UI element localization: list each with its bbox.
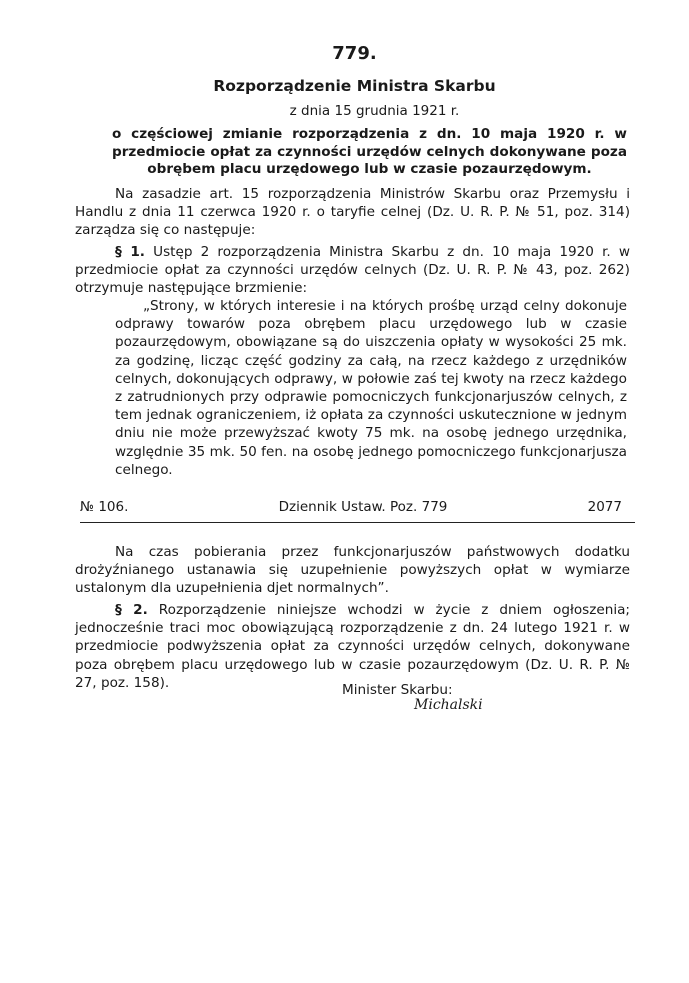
page-footer xyxy=(80,499,622,515)
journal-page-number: 2077 xyxy=(587,499,622,515)
intro-paragraph: Na zasadzie art. 15 rozporządzenia Ministrów Skarbu oraz Przemysłu i Handlu z dnia 11 czerwca 1920 r. o taryfie celnej (Dz. U. R. P. № 51, poz. 314) zarządza się co następuje: xyxy=(75,186,630,239)
document-title: Rozporządzenie Ministra Skarbu xyxy=(213,77,496,95)
issue-number: № 106. xyxy=(80,499,129,515)
journal-reference: Dziennik Ustaw. Poz. 779 xyxy=(278,499,448,515)
signer-title: Minister Skarbu: xyxy=(342,682,453,698)
continuation-paragraph: Na czas pobierania przez funkcjonarjuszów państwowych dodatku drożyźnianego ustanawia się uzupełnienie powyższych opłat w wymiarze ustalonym dla uzupełnienia djet normalnych”. xyxy=(75,544,630,597)
document-date: z dnia 15 grudnia 1921 r. xyxy=(289,103,460,119)
section-2-text: Rozporządzenie niniejsze wchodzi w życie z dniem ogłoszenia; jednocześnie traci moc obowiązującą rozporządzenie z dn. 24 lutego 1921 r. w przedmiocie podwyższenia opłat za czynności urzędów celnych, dokonywane poza obrębem placu urzędowego lub w czasie pozaurzędowym (Dz. U. R. P. № 27, poz. 158). xyxy=(75,602,631,691)
footer-divider xyxy=(80,522,635,523)
quoted-provision: „Strony, w których interesie i na których prośbę urząd celny dokonuje odprawy towarów poza obrębem placu urzędowego lub w czasie pozaurzędowym, obowiązane są do uiszczenia opłaty w wysokości 25 mk. za godzinę, licząc część godziny za całą, na rzecz każdego z urzędników celnych, dokonujących odprawy, w połowie zaś tej kwoty na rzecz każdego z zatrudnionych przy odprawie pomocniczych funkcjonarjuszów celnych, z tem jednak ograniczeniem, iż opłata za czynności uskutecznione w jednym dniu nie może przewyższać kwoty 75 mk. na osobę jednego urzędnika, względnie 35 mk. 50 fen. na osobę jednego pomocniczego funkcjonarjusza celnego. xyxy=(115,298,627,478)
section-2-paragraph xyxy=(75,601,630,692)
section-1-mark: § 1. xyxy=(115,244,145,260)
document-subject: o częściowej zmianie rozporządzenia z dn. 10 maja 1920 r. w przedmiocie opłat za czynności urzędów celnych dokonywane poza obrębem placu urzędowego lub w czasie pozaurzędowym. xyxy=(112,126,627,177)
section-1-text: Ustęp 2 rozporządzenia Ministra Skarbu z dn. 10 maja 1920 r. w przedmiocie opłat za czynności urzędów celnych (Dz. U. R. P. № 43, poz. 262) otrzymuje następujące brzmienie: xyxy=(75,244,631,297)
signature: Michalski xyxy=(414,697,483,713)
page-number: 779. xyxy=(332,43,377,64)
section-2-mark: § 2. xyxy=(115,602,148,618)
section-1-paragraph xyxy=(75,243,630,298)
